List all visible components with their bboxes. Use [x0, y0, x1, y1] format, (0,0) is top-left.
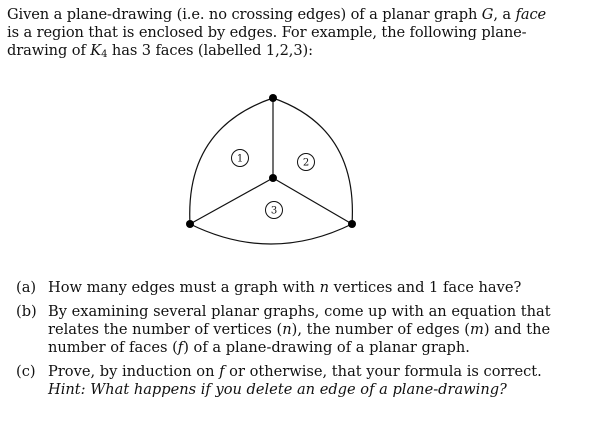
hint-text: Hint: What happens if you delete an edge of a plane-drawing?	[48, 381, 507, 398]
question-b	[12, 303, 592, 357]
question-label: (b)	[16, 303, 37, 320]
k-symbol: K	[90, 42, 102, 59]
question-line-3: number of faces (f) of a plane-drawing of a planar graph.	[48, 339, 470, 356]
face-label-1	[232, 150, 249, 167]
vertex-center	[269, 174, 277, 182]
intro-line-1: Given a plane-drawing (i.e. no crossing edges) of a planar graph G, a face	[7, 6, 547, 23]
question-label: (a)	[16, 279, 37, 296]
edge-left-right	[190, 224, 352, 244]
intro-line-2: is a region that is enclosed by edges. For example, the following plane-	[7, 24, 527, 41]
question-list	[12, 279, 592, 405]
svg-text:1: 1	[236, 153, 244, 165]
vertex-top	[269, 94, 277, 102]
k4-plane-drawing	[180, 88, 370, 248]
intro-paragraph	[7, 6, 592, 64]
question-label: (c)	[16, 363, 36, 380]
edge-right-center	[270, 178, 352, 224]
question-line-1: By examining several planar graphs, come up with an equation that	[48, 303, 551, 320]
vertex-left	[186, 220, 194, 228]
k4-graph-svg	[180, 88, 370, 248]
question-line-1: Prove, by induction on f or otherwise, that your formula is correct.	[48, 363, 542, 380]
question-line-2: relates the number of vertices (n), the number of edges (m) and the	[48, 321, 551, 338]
k-subscript: 4	[101, 49, 108, 60]
edge-top-left	[190, 98, 273, 224]
term-face: face	[515, 6, 547, 23]
face-label-3	[266, 202, 283, 219]
face-label-2	[298, 154, 315, 171]
intro-line-3: drawing of $K_4$ has 3 faces (labelled 1,2,3):	[7, 42, 313, 60]
edge-left-center	[190, 178, 273, 224]
svg-text:3: 3	[270, 205, 278, 217]
graph-symbol: G	[481, 6, 494, 23]
question-text: How many edges must a graph with n vertices and 1 face have?	[48, 279, 522, 296]
vertex-right	[348, 220, 356, 228]
question-a	[12, 279, 592, 297]
svg-text:2: 2	[302, 157, 310, 169]
question-c	[12, 363, 592, 399]
